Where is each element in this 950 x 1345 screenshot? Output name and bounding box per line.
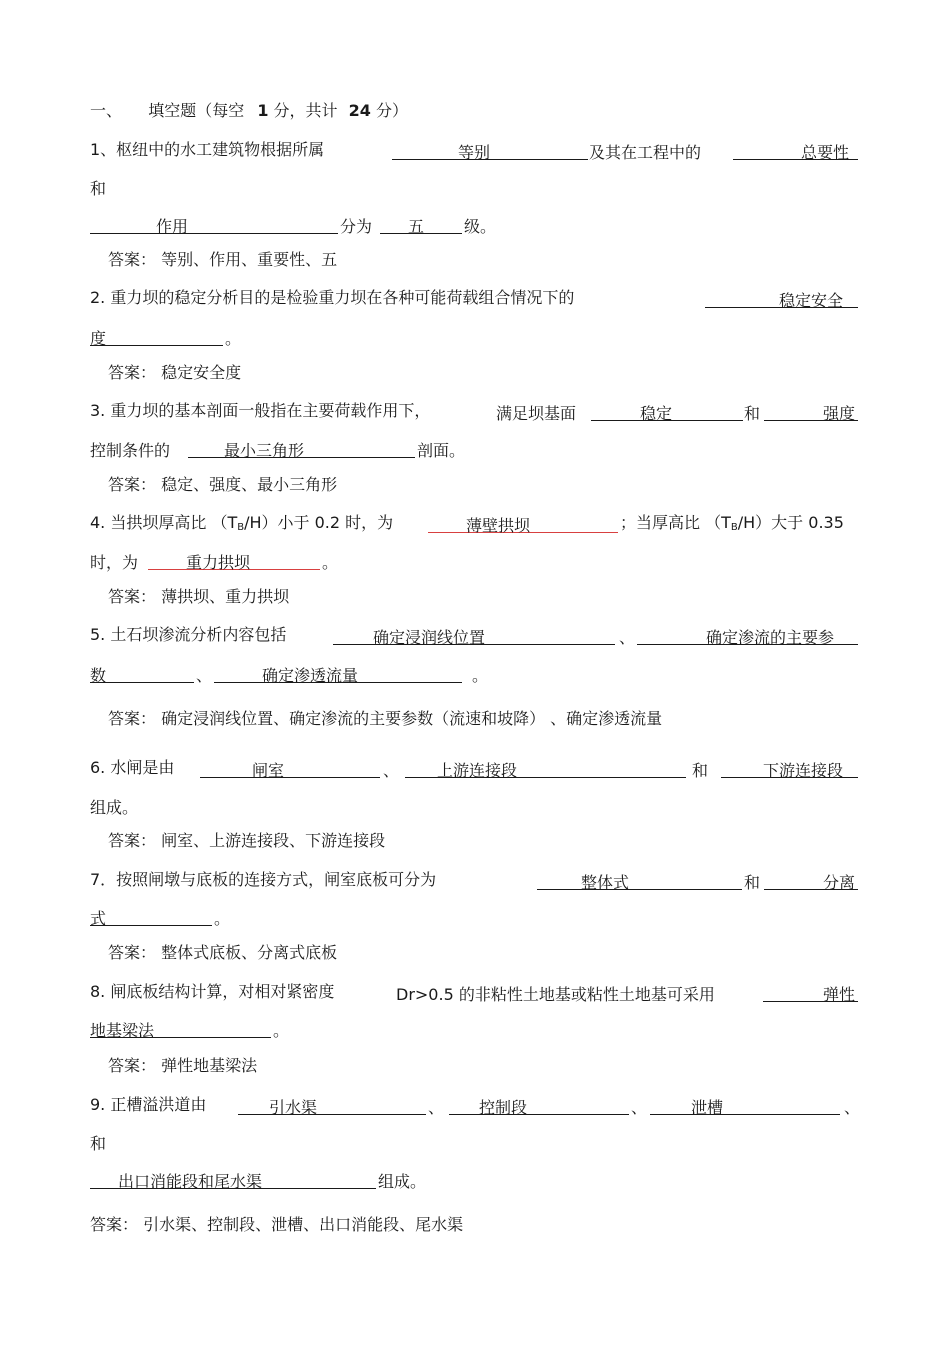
answer-blank: [200, 758, 380, 778]
answer-blank: [148, 550, 320, 570]
section-title: 填空题（每空: [148, 101, 245, 120]
blank-answer: 分离: [823, 873, 856, 892]
answer-blank: [591, 401, 743, 421]
question-text: 1、枢纽中的水工建筑物根据所属: [90, 140, 325, 159]
question-text: [620, 513, 844, 533]
blank-answer: 稳定: [640, 404, 673, 423]
blank-answer: 式: [90, 909, 107, 928]
answer-line: 答案： 稳定安全度: [108, 363, 242, 382]
question-text: /H）小于 0.2 时，为: [244, 513, 394, 532]
answer-blank: [721, 758, 858, 778]
answer-blank: [764, 401, 858, 421]
blank-answer: 整体式: [581, 873, 630, 892]
question-text: 和: [90, 179, 107, 198]
question-1: [90, 140, 324, 160]
answer-blank: [764, 870, 858, 890]
blank-answer: 稳定安全: [779, 291, 844, 310]
question-2: 2. 重力坝的稳定分析目的是检验重力坝在各种可能荷载组合情况下的: [90, 288, 575, 307]
blank-answer: 等别: [458, 143, 491, 162]
subscript: B: [730, 522, 738, 533]
answer-line: 答案： 确定浸润线位置、确定渗流的主要参数（流速和坡降） 、确定渗透流量: [108, 709, 663, 728]
blank-answer: 薄壁拱坝: [466, 516, 531, 535]
question-text: 。: [214, 909, 231, 928]
separator: 、: [631, 1098, 648, 1117]
blank-answer: 五: [408, 217, 425, 236]
blank-answer: 数: [90, 666, 107, 685]
question-8: 8. 闸底板结构计算，对相对紧密度: [90, 982, 335, 1001]
question-text: 控制条件的: [90, 441, 171, 460]
answer-blank: [449, 1095, 629, 1115]
question-text: 和: [744, 873, 761, 892]
separator: 、: [844, 1098, 861, 1117]
answer-blank: [705, 288, 858, 308]
blank-answer: 控制段: [479, 1098, 528, 1117]
blank-answer: 总要性: [801, 143, 850, 162]
question-6: 6. 水闸是由: [90, 758, 175, 777]
answer-blank: [392, 140, 588, 160]
blank-answer: 最小三角形: [224, 441, 305, 460]
section-heading: [90, 101, 408, 121]
section-text: 分，共计: [273, 101, 338, 120]
question-text: 时，为: [90, 553, 139, 572]
blank-answer: 弹性: [823, 985, 856, 1004]
blank-answer: 上游连接段: [437, 761, 518, 780]
question-text: 和: [744, 404, 761, 423]
answer-blank: [90, 326, 223, 346]
answer-line: 答案： 等别、作用、重要性、五: [108, 250, 338, 269]
answer-line: 答案： 弹性地基梁法: [108, 1056, 258, 1075]
question-7: 7．按照闸墩与底板的连接方式，闸室底板可分为: [90, 870, 437, 889]
answer-blank: [90, 214, 338, 234]
answer-line: 答案： 稳定、强度、最小三角形: [108, 475, 338, 494]
total-points: 24: [348, 101, 371, 120]
answer-blank: [380, 214, 462, 234]
separator: 、: [428, 1098, 445, 1117]
answer-blank: [637, 625, 858, 645]
question-5: 5. 土石坝渗流分析内容包括: [90, 625, 287, 644]
blank-answer: 泄槽: [691, 1098, 724, 1117]
blank-answer: 度: [90, 329, 107, 348]
answer-line: 答案： 闸室、上游连接段、下游连接段: [108, 831, 386, 850]
question-text: 满足坝基面: [496, 404, 577, 423]
question-text: Dr>0.5 的非粘性土地基或粘性土地基可采用: [396, 985, 715, 1004]
question-text: 和: [692, 761, 709, 780]
subscript: B: [237, 522, 245, 533]
question-text: 分为: [340, 217, 373, 236]
question-text: 。: [225, 329, 242, 348]
blank-answer: 引水渠: [269, 1098, 318, 1117]
answer-blank: [188, 438, 415, 458]
answer-line: 答案： 引水渠、控制段、泄槽、出口消能段、尾水渠: [90, 1215, 464, 1234]
question-text: 组成。: [90, 798, 139, 817]
section-text: 分）: [376, 101, 409, 120]
question-text: 及其在工程中的: [589, 143, 702, 162]
blank-answer: 出口消能段和尾水渠: [118, 1172, 263, 1191]
answer-blank: [238, 1095, 426, 1115]
answer-blank: [214, 663, 462, 683]
answer-blank: [650, 1095, 840, 1115]
answer-blank: [537, 870, 742, 890]
question-9: 9. 正槽溢洪道由: [90, 1095, 207, 1114]
question-text: 剖面。: [417, 441, 466, 460]
blank-answer: 闸室: [252, 761, 285, 780]
question-text: 。: [273, 1021, 290, 1040]
answer-blank: [333, 625, 615, 645]
answer-blank: [733, 140, 858, 160]
blank-answer: 确定渗流的主要参: [706, 628, 835, 647]
question-text: 。: [472, 666, 489, 685]
question-text: /H）大于 0.35: [737, 513, 844, 532]
answer-blank: [405, 758, 686, 778]
blank-answer: 强度: [823, 404, 856, 423]
blank-answer: 下游连接段: [763, 761, 844, 780]
answer-blank: [90, 1169, 376, 1189]
section-number: 一、: [90, 101, 123, 120]
separator: 、: [383, 761, 400, 780]
question-4: [90, 513, 393, 533]
answer-line: 答案： 整体式底板、分离式底板: [108, 943, 338, 962]
blank-answer: 地基梁法: [90, 1021, 155, 1040]
answer-blank: [90, 1018, 271, 1038]
blank-answer: 确定渗透流量: [262, 666, 359, 685]
question-3: 3. 重力坝的基本剖面一般指在主要荷载作用下，: [90, 401, 431, 420]
question-text: 。: [322, 553, 339, 572]
answer-blank: [90, 906, 212, 926]
question-text: 级。: [464, 217, 497, 236]
blank-answer: 作用: [156, 217, 189, 236]
blank-answer: 确定浸润线位置: [373, 628, 486, 647]
answer-line: 答案： 薄拱坝、重力拱坝: [108, 587, 290, 606]
points-per-blank: 1: [257, 101, 269, 120]
question-text: 组成。: [378, 1172, 427, 1191]
question-text: ；当厚高比 （T: [620, 513, 731, 532]
answer-blank: [90, 663, 194, 683]
separator: 、: [196, 666, 213, 685]
answer-blank: [428, 513, 618, 533]
separator: 、: [619, 628, 636, 647]
answer-blank: [763, 982, 858, 1002]
blank-answer: 重力拱坝: [186, 553, 251, 572]
question-text: 和: [90, 1134, 107, 1153]
question-text: 4. 当拱坝厚高比 （T: [90, 513, 238, 532]
